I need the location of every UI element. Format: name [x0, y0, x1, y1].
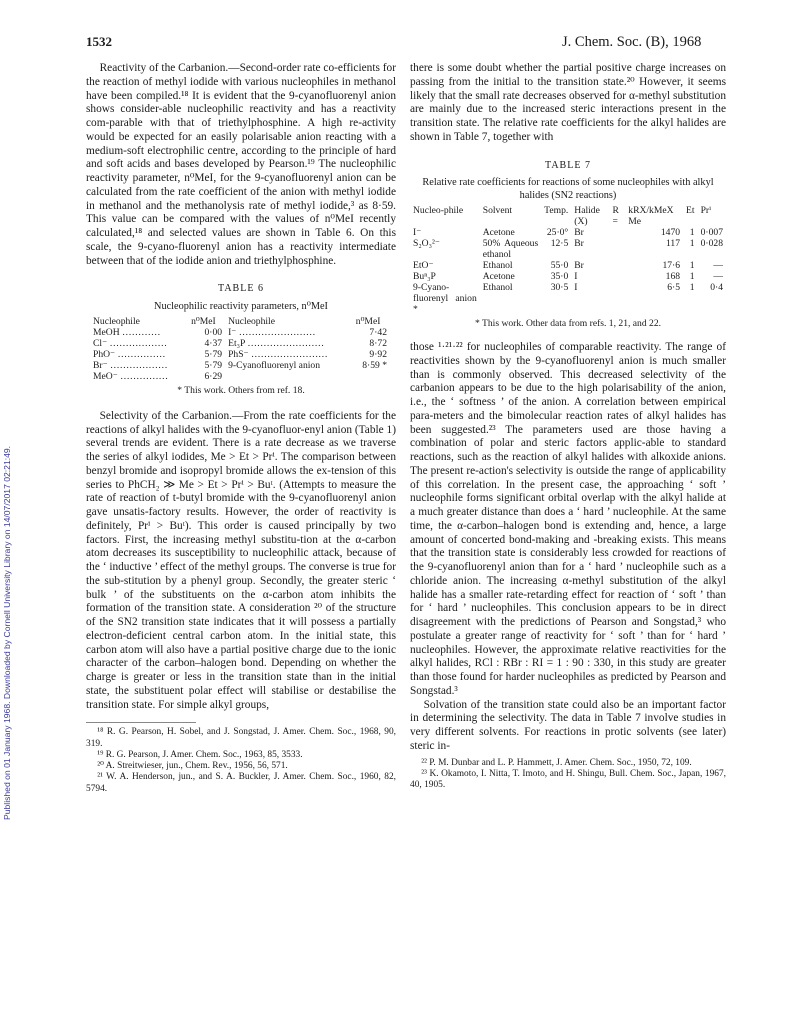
solvation-paragraph: Solvation of the transition state could also be an important factor in determining the selectivity. The data in Table 7 involve studies in very different solvents. For reactions in protic solvents (see later) steric in-: [410, 698, 726, 752]
table-cell: 117: [665, 238, 681, 250]
table-cell: 55·0: [550, 260, 569, 272]
table-cell: 5·79: [204, 349, 223, 360]
watermark-text: Published on 01 January 1968. Downloaded by Cornell University Library on 14/07/2017 02:21:49.: [2, 445, 12, 820]
table-cell: 25·0°: [546, 227, 569, 239]
table-cell: 9-Cyano-fluorenyl anion *: [413, 282, 477, 316]
table-cell: 0·4: [710, 282, 723, 294]
carbanion-selectivity-paragraph: Selectivity of the Carbanion.—From the rate coefficients for the reactions of alkyl halides with the 9-cyanofluor-enyl anion (Table 1) several trends are evident. There is a rate decrease as we traverse the series of alkyl iodides, Me > Et > Prⁱ. The comparison between benzyl bromide and isopropyl bromide allows the ex-tension of this series to PhCH₂ ≫ Me > Et > Prⁱ > Buᵗ. (Attempts to measure the rate of reaction of t-butyl bromide with the 9-cyanofluorenyl anion gave unsatis-factory results. However, the order of reactivity is definitely, Prⁱ > Buᵗ). This order is caused principally by two factors. First, the increasing methyl substitu-tion at the α-carbon atom decreases its susceptibility to nucleophilic attack, because of the ‘ inductive ’ effect of the methyl groups. The converse is true for the sub-stitution by a phenyl group. Secondly, the greater steric ‘ bulk ’ of the substituents on the α-carbon atom inhibits the formation of the transition state. A consideration ²⁰ of the structure of the SN2 transition state indicates that it will possess a partially electron-deficient central carbon atom. In the initial state, this carbon atom will also have a partial positive charge due to the ionic character of the carbon–halogen bond. Depending on whether the charge is greater or less in the transition state than in the initial state, the substituent polar effect will stabilise or destabilise the transition state. For simple alkyl groups,: [86, 409, 396, 711]
left-references: [86, 727, 396, 795]
table-row: [410, 271, 726, 282]
table6-header: Nucleophile: [93, 316, 140, 327]
right-column: [410, 62, 726, 791]
table6: [90, 316, 390, 382]
table6-header: Nucleophile: [228, 316, 275, 327]
table-cell: [225, 371, 353, 382]
table-cell: 17·6: [662, 260, 681, 272]
table-cell: 4·37: [204, 338, 223, 349]
table-cell: Et₃P ……………………: [228, 338, 325, 349]
table-cell: [610, 271, 626, 282]
reference-item: ²³ K. Okamoto, I. Nitta, T. Imoto, and H. Shingu, Bull. Chem. Soc., Japan, 1967, 40, 1905.: [410, 768, 726, 791]
table6-label: TABLE 6: [218, 283, 264, 295]
table-cell: Br: [574, 260, 584, 272]
table-cell: Cl⁻ ………………: [93, 338, 168, 349]
reference-item: ¹⁸ R. G. Pearson, H. Sobel, and J. Songstad, J. Amer. Chem. Soc., 1968, 90, 319.: [86, 727, 396, 749]
table-cell: 9·92: [369, 349, 387, 360]
table-cell: EtO⁻: [413, 260, 434, 272]
table-cell: PhO⁻ ……………: [93, 349, 166, 360]
table7-header: Temp.: [544, 205, 569, 217]
table7-caption: Relative rate coefficients for reactions of some nucleophiles with alkyl halides (SN2 reactions): [422, 177, 714, 202]
table-cell: 168: [665, 271, 681, 283]
table-cell: Acetone: [482, 227, 515, 239]
table-cell: MeO⁻ ……………: [93, 371, 169, 382]
table7-header-row: [410, 205, 726, 227]
table7-header: Et: [686, 205, 695, 217]
table-cell: 0·007: [700, 227, 723, 239]
selectivity-discussion-paragraph: those ¹·²¹·²² for nucleophiles of comparable reactivity. The range of reactivities shown by the 9-cyanofluorenyl anion is much smaller than is commonly observed. This decreased selectivity of the carbanion appears to be due to the high polarisability of the anion, i.e., the ‘ softness ’ of the anion. A correlation between empirical para-meters and the bimolecular reaction rates of alkyl halides has been suggested.²³ The parameters used are those having a combination of polar and steric factors applic-able to standard reactions, such as the reaction of alkyl halides with alkoxide anions. The present re-action's selectivity is outside the range of applicability of this correlation. In the present case, the approaching ‘ soft ’ nucleophile forms significant orbital overlap with the alkyl halide at a much greater distance than does a ‘ hard ’ nucleophile. At the same time, the α-carbon–halogen bond is extending and, hence, a large amount of concerted bond-making and -breaking exists. This means that the transition state is considerably less crowded for reactions of the 9-cyanofluorenyl anion than for a ‘ hard ’ nucleophile such as a chloride anion. The increasing α-methyl substitution of the alkyl halide has a smaller rate-retarding effect for reaction of ‘ soft ’ than for ‘ hard ’ nucleophiles. This conclusion appears to be in direct disagreement with the predictions of Pearson and Songstad,³ who postulate a greater range of reactivity for ‘ soft ’ than for ‘ hard ’ nucleophiles. However, the approximate relative reactivities for the alkyl halides, RCl : RBr : RI = 1 : 90 : 330, in this study are greater than those found for harder nucleophiles as predicted by Pearson and Songstad.³: [410, 341, 726, 697]
table-cell: 5·79: [204, 360, 223, 371]
table-cell: 1: [689, 227, 695, 239]
table7-header: Nucleo-phile: [413, 205, 464, 217]
table7: [410, 205, 726, 315]
table-cell: [610, 227, 626, 238]
table-cell: I: [574, 282, 578, 294]
table-cell: 1: [689, 238, 695, 250]
page-number: 1532: [86, 34, 112, 49]
table-cell: 8·59 *: [362, 360, 387, 371]
table-row: [90, 349, 390, 360]
table-row: [90, 360, 390, 371]
table-cell: Ethanol: [482, 282, 513, 294]
table7-header: kRX/kMeX Me: [628, 205, 674, 228]
table-row: [410, 227, 726, 238]
table-cell: Buⁿ₃P: [413, 271, 436, 283]
table-cell: 30·5: [550, 282, 569, 294]
table-cell: 1: [689, 271, 695, 283]
download-watermark: [0, 180, 14, 820]
table-cell: 1: [689, 260, 695, 272]
table-cell: Br: [574, 238, 584, 250]
journal-header: J. Chem. Soc. (B), 1968: [562, 34, 702, 50]
right-references: [410, 758, 726, 792]
table-cell: 0·028: [700, 238, 723, 250]
table-cell: MeOH …………: [93, 327, 161, 338]
table-cell: Br: [574, 227, 584, 239]
table-cell: 9-Cyanofluorenyl anion: [228, 360, 320, 371]
table-cell: S₂O₃²⁻: [413, 238, 440, 250]
left-column: [86, 62, 396, 795]
table7-footnote: * This work. Other data from refs. 1, 21, and 22.: [474, 318, 662, 330]
table-cell: PhS⁻ ……………………: [228, 349, 328, 360]
footnote-rule: [86, 722, 196, 723]
table-cell: [610, 260, 626, 271]
reference-item: ²² P. M. Dunbar and L. P. Hammett, J. Amer. Chem. Soc., 1950, 72, 109.: [421, 757, 692, 768]
table-cell: 7·42: [369, 327, 387, 338]
table6-header: n⁰MeI: [191, 316, 216, 327]
table7-label: TABLE 7: [545, 159, 591, 171]
table-cell: 6·5: [667, 282, 681, 294]
table-cell: Br⁻ ………………: [93, 360, 168, 371]
table7-header: Solvent: [482, 205, 513, 217]
table-row: [90, 371, 390, 382]
table6-caption: Nucleophilic reactivity parameters, n⁰MeI: [154, 301, 328, 312]
table-cell: Acetone: [482, 271, 515, 283]
table-row: [410, 260, 726, 271]
table-cell: 1470: [660, 227, 681, 239]
table-row: [410, 238, 726, 260]
table-row: [90, 338, 390, 349]
table-cell: [610, 282, 626, 315]
table-cell: 50% Aqueous ethanol: [482, 238, 539, 261]
transition-state-paragraph: there is some doubt whether the partial positive charge increases on passing from the initial to the transition state.²⁰ However, it seems likely that the small rate decreases observed for α-methyl substitution are mainly due to the increased steric interactions present in the transition state. The relative rate coefficients for the alkyl halides are shown in Table 7, together with: [410, 62, 726, 143]
table-cell: [610, 238, 626, 260]
table-cell: 0·00: [204, 327, 223, 338]
carbanion-reactivity-paragraph: Reactivity of the Carbanion.—Second-order rate co-efficients for the reaction of methyl iodide with various nucleophiles in methanol have been compiled.¹⁸ It is evident that the 9-cyanofluorenyl anion shows consider-able nucleophilic reactivity and has a reactivity com-parable with that of triethylphosphine. A high re-activity would be expected for an easily polarisable anion reacting with a medium-soft electrophilic centre, according to the principle of hard and soft acids and bases developed by Pearson.¹⁹ The nucleophilic reactivity parameter, n⁰MeI, for the 9-cyanofluorenyl anion can be calculated from the rate coefficient of the anion with methyl iodide in methanol and the methanolysis rate of methyl iodide,³ as 8·59. This value can be compared with the values of n⁰MeI recently calculated,¹⁸ and selected values are shown in Table 6. On this scale, the 9-cyano-fluorenyl anion has a reactivity intermediate between that of the iodide anion and triethylphosphine.: [86, 62, 396, 267]
table-cell: I⁻ ……………………: [228, 327, 316, 338]
reference-item: ²⁰ A. Streitwieser, jun., Chem. Rev., 1956, 56, 571.: [97, 761, 288, 772]
table-cell: —: [713, 260, 723, 272]
table6-header: n⁰MeI: [355, 316, 381, 327]
table-cell: 1: [689, 282, 695, 294]
table6-footnote: * This work. Others from ref. 18.: [177, 385, 305, 396]
table-row: [410, 282, 726, 315]
table7-header: R =: [612, 205, 619, 228]
table6-header-row: [90, 316, 390, 327]
table-cell: 35·0: [550, 271, 569, 283]
table7-header: Prⁱ: [700, 205, 712, 217]
table-cell: Ethanol: [482, 260, 513, 272]
table-cell: 8·72: [369, 338, 387, 349]
table-cell: 12·5: [550, 238, 569, 250]
table-cell: I⁻: [413, 227, 422, 239]
table-cell: 6·29: [204, 371, 223, 382]
table-cell: I: [574, 271, 578, 283]
table-row: [90, 327, 390, 338]
reference-item: ¹⁹ R. G. Pearson, J. Amer. Chem. Soc., 1963, 85, 3533.: [97, 749, 303, 760]
table7-header: Halide (X): [574, 205, 600, 228]
table-cell: —: [713, 271, 723, 283]
table-cell: [353, 371, 390, 382]
reference-item: ²¹ W. A. Henderson, jun., and S. A. Buckler, J. Amer. Chem. Soc., 1960, 82, 5794.: [86, 772, 396, 794]
